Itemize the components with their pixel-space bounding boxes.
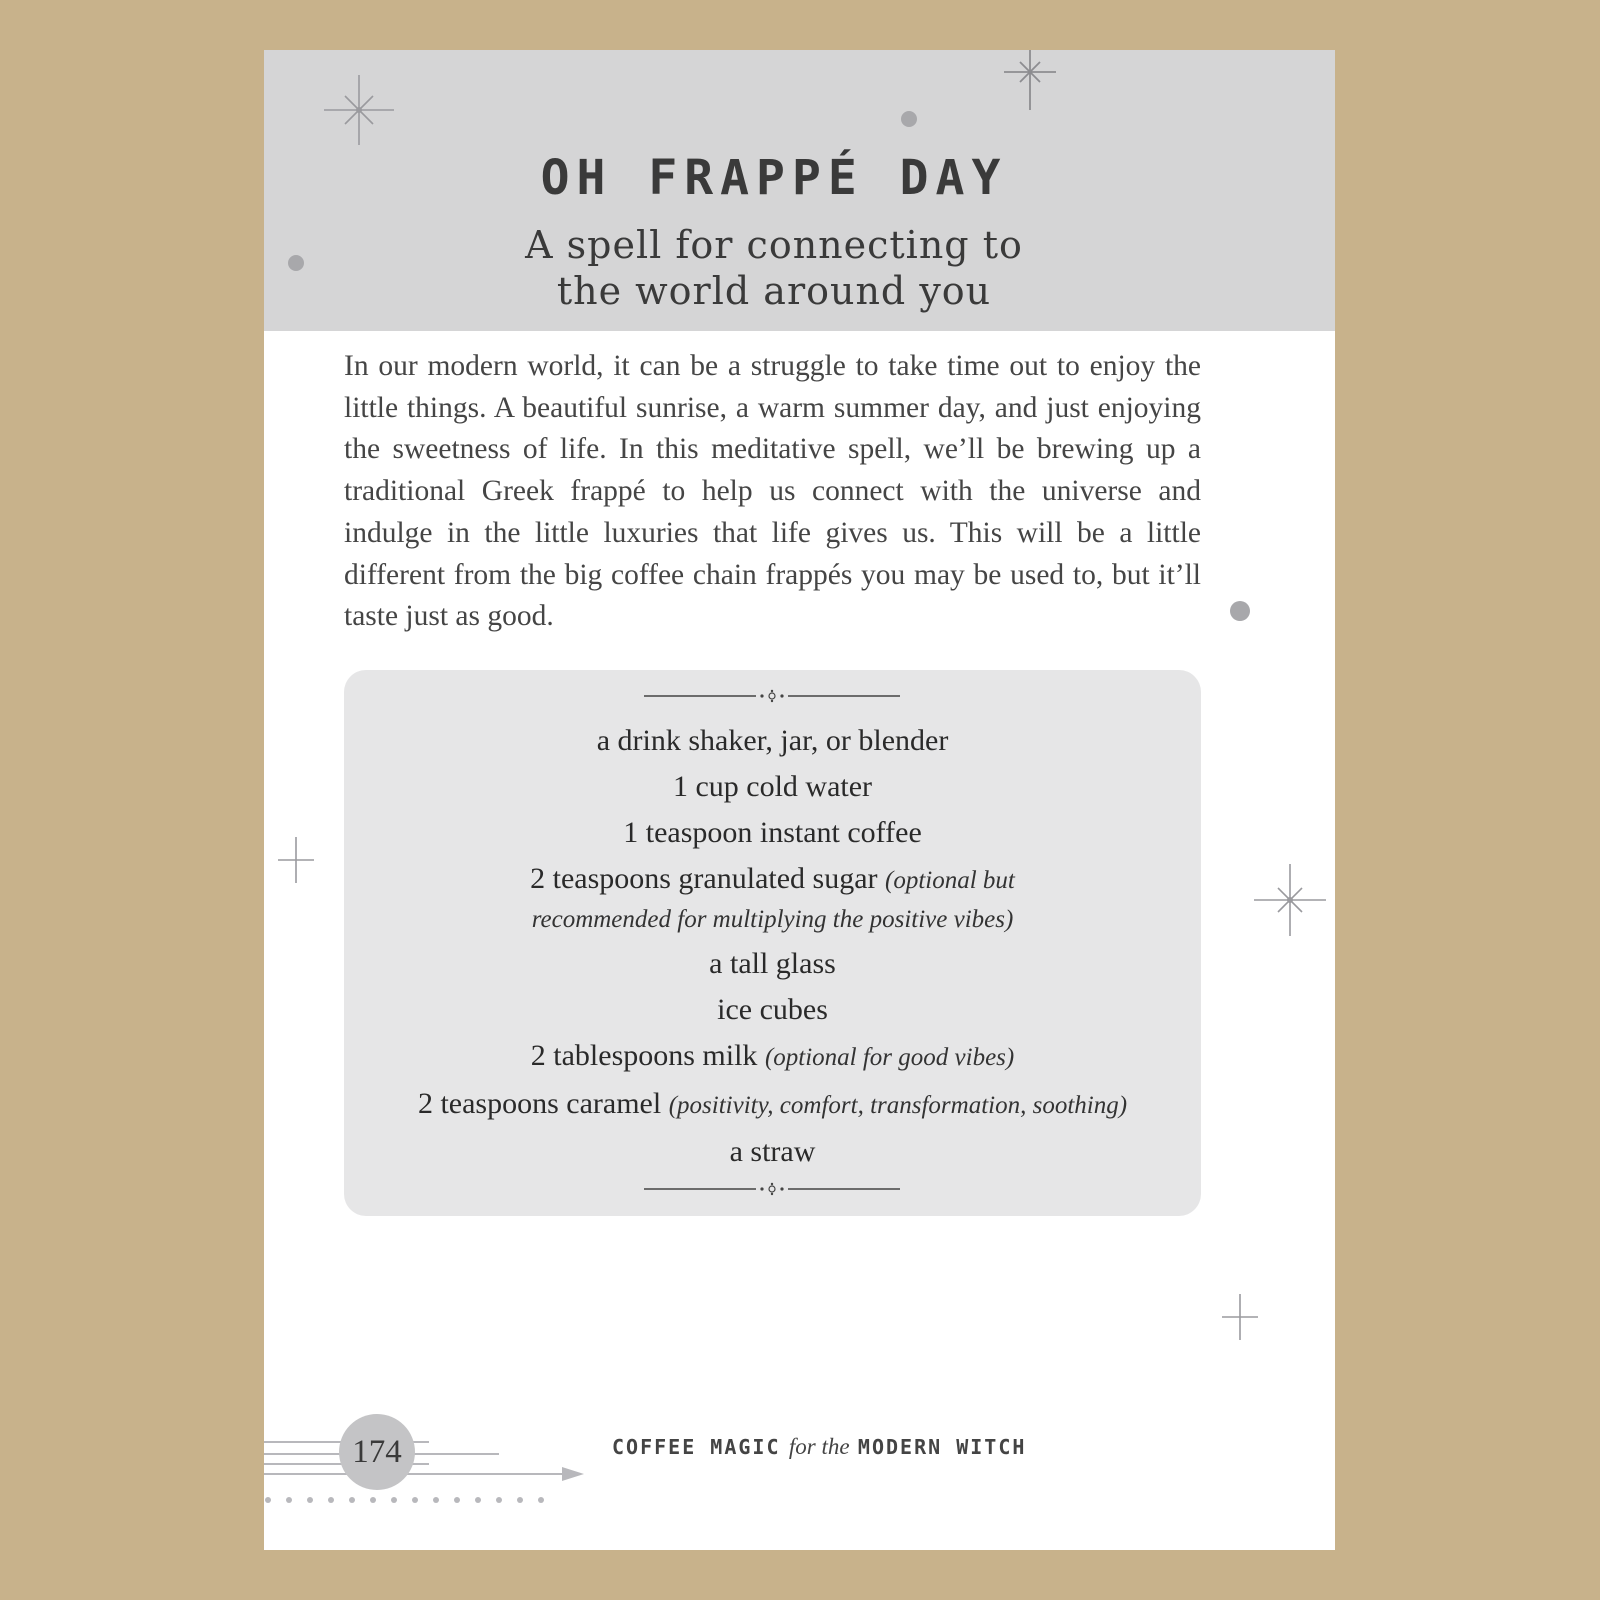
page-title: OH FRAPPÉ DAY xyxy=(540,150,1008,206)
ingredient-note: recommended for multiplying the positive vibes) xyxy=(531,906,1014,933)
subtitle-line: the world around you xyxy=(556,269,992,313)
sparkle-star-icon xyxy=(276,835,316,885)
sparkle-star-icon xyxy=(319,70,399,150)
list-item: 1 teaspoon instant coffee xyxy=(623,816,922,849)
flourish-divider-icon xyxy=(644,1182,900,1196)
sparkle-star-icon xyxy=(1220,1292,1260,1342)
ingredient-note: (positivity, comfort, transformation, soothing) xyxy=(668,1092,1128,1119)
page-number: 174 xyxy=(352,1434,402,1470)
dot-ornament-icon xyxy=(288,255,304,271)
list-item: 1 cup cold water xyxy=(672,770,873,803)
ingredient-note: (optional for good vibes) xyxy=(764,1044,1015,1071)
list-item: 2 tablespoons milk (optional for good vibes) xyxy=(530,1039,1015,1072)
flourish-divider-icon xyxy=(644,689,900,703)
list-item: ice cubes xyxy=(717,993,828,1026)
ingredient-note: (optional but xyxy=(885,867,1015,894)
ingredients-box xyxy=(344,670,1201,1216)
list-item: a drink shaker, jar, or blender xyxy=(596,724,949,757)
intro-paragraph: In our modern world, it can be a struggle to take time out to enjoy the little things. A beautiful sunrise, a warm summer day, and just enjoying the sweetness of life. In this meditative spell, we’ll be brewing up a traditional Greek frappé to help us connect with the universe and indulge in the little luxuries that life gives us. This will be a little different from the big coffee chain frappés you may be used to, but it’ll taste just as good. xyxy=(344,350,1201,633)
subtitle-line: A spell for connecting to xyxy=(525,223,1023,267)
dot-ornament-icon xyxy=(1230,601,1250,621)
sparkle-star-icon xyxy=(1252,862,1328,938)
dot-ornament-icon xyxy=(901,111,917,127)
running-head: COFFEE MAGIC for the MODERN WITCH xyxy=(612,1434,1027,1459)
list-item: a tall glass xyxy=(709,947,836,980)
list-item: 2 teaspoons caramel (positivity, comfort, transformation, soothing) xyxy=(417,1087,1128,1120)
sparkle-star-icon xyxy=(1002,50,1058,112)
ingredient-list xyxy=(344,718,1201,1175)
page-footer xyxy=(264,1414,1335,1524)
book-page xyxy=(264,50,1335,1550)
arrow-ornament-icon xyxy=(264,1414,594,1524)
page-subtitle xyxy=(374,222,1174,314)
list-item: a straw xyxy=(729,1135,816,1168)
list-item: 2 teaspoons granulated sugar (optional but recommended for multiplying the positive vibes) xyxy=(530,862,1015,933)
